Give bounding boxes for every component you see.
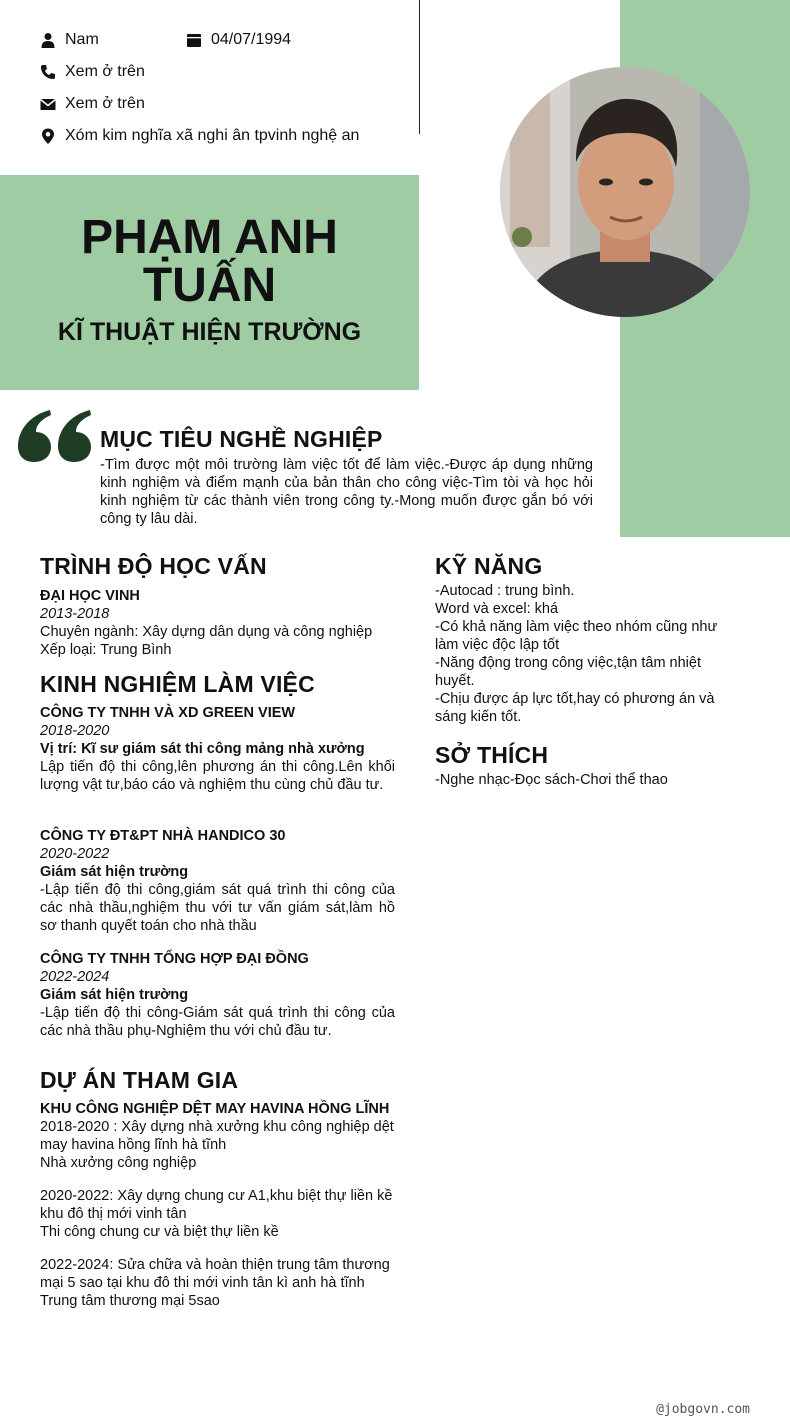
phone-value: Xem ở trên [65, 63, 145, 80]
experience-years: 2022-2024 [40, 969, 110, 985]
contact-dob [186, 29, 291, 51]
contact-gender [40, 29, 99, 51]
education-heading: TRÌNH ĐỘ HỌC VẤN [40, 553, 267, 579]
experience-role: Giám sát hiện trường [40, 987, 189, 1003]
company-name: CÔNG TY ĐT&PT NHÀ HANDICO 30 [40, 828, 286, 844]
company-name: CÔNG TY TNHH VÀ XD GREEN VIEW [40, 705, 296, 721]
experience-years: 2020-2022 [40, 846, 110, 862]
avatar [500, 67, 750, 317]
experience-desc: -Lập tiến độ thi công-Giám sát quá trình thi công của các nhà thầu phụ-Nghiệm thu với chủ đầu tư. [40, 1005, 395, 1039]
address-value: Xóm kim nghĩa xã nghi ân tpvinh nghệ an [65, 127, 360, 144]
objective-text: -Tìm được một môi trường làm việc tốt để làm việc.-Được áp dụng những kinh nghiệm và điểm mạnh của bản thân cho công việc-Tìm tòi và học hỏi kinh nghiệm từ các thành viên trong công ty.-Mong muốn được gắn bó với công ty lâu dài. [100, 457, 593, 527]
project-1-note: Nhà xưởng công nghiệp [40, 1155, 197, 1171]
name-line-2: TUẤN [142, 259, 277, 312]
project-2-desc: 2020-2022: Xây dựng chung cư A1,khu biệt thự liền kề khu đô thị mới vinh tân [40, 1188, 393, 1222]
hobbies-text: -Nghe nhạc-Đọc sách-Chơi thể thao [435, 772, 668, 788]
skill-item: -Có khả năng làm việc theo nhóm cũng như làm việc độc lập tốt [435, 619, 718, 653]
projects-block [40, 1100, 395, 1310]
experience-heading: KINH NGHIỆM LÀM VIỆC [40, 671, 315, 697]
education-major: Chuyên ngành: Xây dựng dân dụng và công nghiệp [40, 624, 373, 640]
location-pin-icon [40, 128, 56, 144]
hobbies-heading: SỞ THÍCH [435, 742, 549, 768]
contact-email [40, 93, 145, 115]
skill-item: Word và excel: khá [435, 601, 559, 617]
contact-address [40, 125, 359, 147]
experience-item [40, 950, 395, 1040]
education-rank: Xếp loại: Trung Bình [40, 642, 172, 658]
job-title: KĨ THUẬT HIỆN TRƯỜNG [57, 318, 362, 346]
experience-desc: Lập tiến độ thi công,lên phương án thi công.Lên khối lượng vật tư,báo cáo và nghiệm thu cùng chủ đầu tư. [40, 759, 395, 793]
experience-role: Giám sát hiện trường [40, 864, 189, 880]
vertical-divider [419, 0, 420, 134]
skill-item: -Chịu được áp lực tốt,hay có phương án và sáng kiến tốt. [435, 691, 715, 725]
dob-value: 04/07/1994 [211, 31, 292, 48]
contact-phone [40, 61, 145, 83]
person-icon [40, 32, 56, 48]
education-years: 2013-2018 [40, 606, 110, 622]
gender-value: Nam [65, 31, 99, 48]
skills-heading: KỸ NĂNG [435, 553, 543, 579]
project-3-note: Trung tâm thương mại 5sao [40, 1293, 220, 1309]
project-3-desc: 2022-2024: Sửa chữa và hoàn thiện trung tâm thương mại 5 sao tại khu đô thi mới vinh tân kì anh hà tĩnh [40, 1257, 390, 1291]
envelope-icon [40, 96, 56, 112]
objective-heading: MỤC TIÊU NGHỀ NGHIỆP [100, 426, 383, 452]
skill-item: -Autocad : trung bình. [435, 583, 575, 599]
email-value: Xem ở trên [65, 95, 145, 112]
projects-heading: DỰ ÁN THAM GIA [40, 1067, 239, 1093]
experience-years: 2018-2020 [40, 723, 110, 739]
experience-desc: -Lập tiến độ thi công,giám sát quá trình thi công của các nhà thầu,nghiệm thu với tư vấn giám sát,làm hồ sơ thanh quyết toán cho nhà thầu [40, 882, 395, 934]
project-title: KHU CÔNG NGHIỆP DỆT MAY HAVINA HỒNG LĨNH [40, 1101, 390, 1117]
calendar-icon [186, 32, 202, 48]
school-name: ĐẠI HỌC VINH [40, 588, 140, 604]
experience-role: Vị trí: Kĩ sư giám sát thi công mảng nhà xưởng [40, 741, 365, 757]
candidate-name [0, 211, 419, 312]
education-block [40, 587, 400, 659]
name-line-1: PHẠM ANH [81, 211, 338, 264]
project-2-note: Thi công chung cư và biệt thự liền kề [40, 1224, 279, 1240]
phone-icon [40, 64, 56, 80]
company-name: CÔNG TY TNHH TỔNG HỢP ĐẠI ĐỒNG [40, 951, 309, 967]
experience-item [40, 704, 395, 794]
skills-list [435, 582, 735, 726]
experience-item [40, 827, 395, 935]
watermark: @jobgovn.com [656, 1402, 750, 1417]
quote-mark-icon [18, 410, 92, 467]
project-1-desc: 2018-2020 : Xây dựng nhà xưởng khu công nghiệp dệt may havina hồng lĩnh hà tĩnh [40, 1119, 394, 1153]
skill-item: -Năng động trong công việc,tận tâm nhiệt huyết. [435, 655, 701, 689]
